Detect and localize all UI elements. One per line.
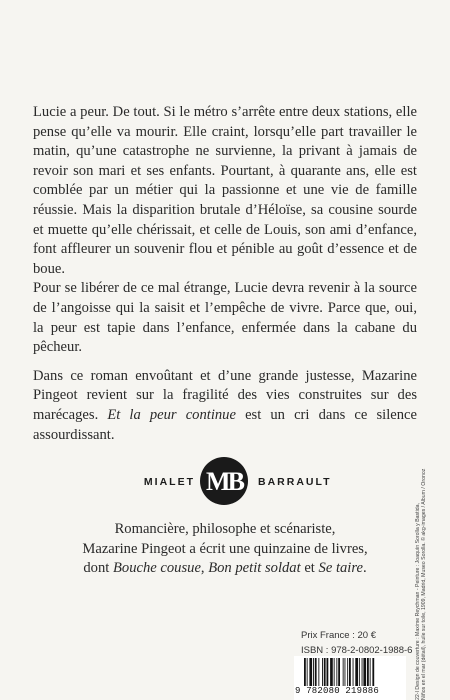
barcode — [294, 656, 406, 700]
blurb-paragraph-1: Lucie a peur. De tout. Si le métro s’arrête entre deux stations, elle pense qu’elle va mourir. Elle craint, lorsqu’elle part travailler le matin, qu’une catastrophe ne survienne, la privant à jamais de revoir son mari et ses enfants. Pourtant, à quarante ans, elle est comblée par un métier qui la passionne et une vie de famille réussie. Mais la disparition brutale d’Héloïse, sa cousine sourde et muette qu’elle chérissait, et celle de Louis, son ami d’enfance, font affleurer un souvenir flou et pénible au goût d’essence et de boue. — [33, 104, 417, 277]
bio-title-2: Bon petit soldat — [208, 560, 301, 577]
bio-connector: et — [304, 560, 315, 577]
barcode-digits: 9 782080 219886 — [295, 686, 380, 696]
publisher-logo-letters: MB — [206, 467, 242, 496]
publisher-name-left: MIALET — [143, 476, 195, 488]
blurb-paragraph-2: Pour se libérer de ce mal étrange, Lucie devra revenir à la source de l’angoisse qui la saisit et l’empêche de vivre. Parce que, oui, la peur est tapie dans l’enfance, enfermée dans la cabane du pêcheur. — [33, 280, 417, 356]
bio-line-2: Mazarine Pingeot a écrit une quinzaine de livres, — [82, 540, 368, 557]
author-bio — [40, 520, 410, 579]
blurb-paragraph-3-end: est un cri dans ce silence assourdissant. — [33, 406, 417, 443]
credits-line-2: Niños en el mar (détail), huile sur toile, 1909, Madrid, Museo Sorolla. © akg-images / Album / Oronoz — [421, 468, 428, 700]
credits-line-1: 22-I Design de couverture : Maxime Reychman - Peinture : Joaquín Sorolla y Bastida, — [415, 503, 421, 700]
bio-line-3-start: dont — [83, 560, 110, 577]
blurb-paragraph-3-start: Dans ce roman envoûtant et d’une grande justesse, Mazarine Pingeot revient sur la fragilité des vies construites sur des marécages. — [33, 367, 417, 423]
publisher-logo-icon — [199, 456, 249, 506]
bio-title-1: Bouche cousue — [112, 560, 201, 577]
price-label: Prix France : 20 € — [301, 630, 376, 641]
publisher-mark — [0, 455, 450, 511]
book-title-italic: Et la peur continue — [107, 406, 236, 423]
bio-line-1: Romancière, philosophe et scénariste, — [114, 521, 336, 537]
isbn-label: ISBN : 978-2-0802-1988-6 — [301, 645, 413, 656]
bio-line-3: dont Bouche cousue, Bon petit soldat et Se taire. — [83, 560, 367, 577]
bio-title-3: Se taire — [318, 560, 363, 577]
barcode-bars — [304, 658, 400, 686]
publisher-name-right: BARRAULT — [258, 476, 332, 488]
blurb-paragraph-3 — [33, 367, 417, 445]
cover-credits — [415, 460, 428, 700]
back-cover-blurb — [33, 103, 417, 445]
